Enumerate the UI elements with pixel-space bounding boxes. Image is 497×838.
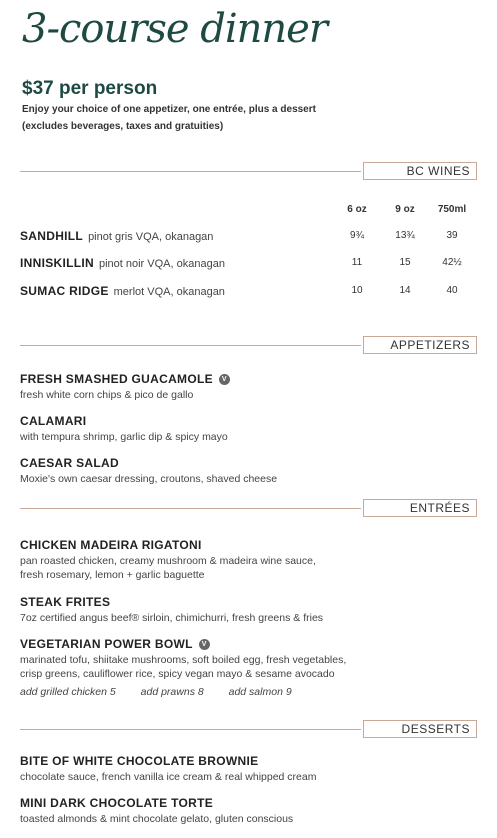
wine-row: [20, 256, 477, 272]
menu-item: [20, 538, 460, 582]
section-header-desserts: [20, 720, 477, 740]
divider: [20, 729, 361, 730]
item-name: CALAMARI: [20, 414, 87, 428]
menu-item: [20, 796, 460, 826]
item-desc: 7oz certified angus beef® sirloin, chimichurri, fresh greens & fries: [20, 612, 324, 624]
menu-item: [20, 637, 460, 681]
vegetarian-icon: V: [219, 374, 230, 385]
wine-desc: pinot gris VQA, okanagan: [88, 231, 214, 243]
item-desc-line: fresh rosemary, lemon + garlic baguette: [20, 569, 205, 581]
divider: [20, 508, 361, 509]
section-label: DESSERTS: [363, 720, 477, 738]
item-name: [20, 637, 460, 651]
item-name: [20, 372, 460, 386]
item-name: BITE OF WHITE CHOCOLATE BROWNIE: [20, 754, 259, 768]
item-desc-line: marinated tofu, shiitake mushrooms, soft boiled egg, fresh vegetables,: [20, 654, 347, 666]
price-9oz: 15: [399, 257, 411, 268]
vegetarian-icon: V: [199, 639, 210, 650]
intro-line: Enjoy your choice of one appetizer, one entrée, plus a dessert: [22, 104, 316, 115]
addon: add grilled chicken 5: [20, 686, 116, 698]
item-desc: toasted almonds & mint chocolate gelato, gluten conscious: [20, 813, 294, 825]
section-label: ENTRÉES: [363, 499, 477, 517]
menu-item: [20, 754, 460, 784]
menu-item: [20, 372, 460, 402]
column-header: 9 oz: [395, 204, 415, 215]
price-750ml: 42½: [442, 257, 462, 268]
menu-item: [20, 414, 460, 444]
wine-title: INNISKILLIN: [20, 256, 94, 270]
item-desc-line: crisp greens, cauliflower rice, spicy vegan mayo & sesame avocado: [20, 668, 335, 680]
price-750ml: 39: [446, 230, 458, 241]
wine-title: SUMAC RIDGE: [20, 284, 109, 298]
wine-row: [20, 284, 477, 300]
menu-item: [20, 456, 460, 486]
price-6oz: 11: [351, 257, 363, 268]
price-750ml: 40: [446, 285, 458, 296]
price-6oz: 10: [351, 285, 363, 296]
page-title: 3-course dinner: [22, 6, 327, 52]
item-desc: Moxie's own caesar dressing, croutons, shaved cheese: [20, 473, 278, 485]
item-title: FRESH SMASHED GUACAMOLE: [20, 372, 213, 386]
intro: [22, 101, 316, 135]
wine-name: [20, 284, 225, 298]
wine-name: [20, 229, 213, 243]
item-desc: [20, 653, 460, 681]
column-header: 750ml: [437, 204, 467, 215]
section-header-wines: [20, 162, 477, 182]
wine-row: [20, 229, 477, 245]
item-desc: fresh white corn chips & pico de gallo: [20, 389, 194, 401]
item-name: MINI DARK CHOCOLATE TORTE: [20, 796, 214, 810]
addon: add prawns 8: [140, 686, 204, 698]
intro-line: (excludes beverages, taxes and gratuities): [22, 121, 224, 132]
item-desc-line: pan roasted chicken, creamy mushroom & madeira wine sauce,: [20, 555, 316, 567]
item-desc: chocolate sauce, french vanilla ice cream & real whipped cream: [20, 771, 317, 783]
section-header-entrees: [20, 499, 477, 519]
price-9oz: 14: [399, 285, 411, 296]
item-desc: with tempura shrimp, garlic dip & spicy mayo: [20, 431, 228, 443]
wine-column-headers: [20, 204, 477, 220]
column-header: 6 oz: [347, 204, 367, 215]
price: $37 per person: [22, 78, 158, 99]
item-name: CHICKEN MADEIRA RIGATONI: [20, 538, 202, 552]
divider: [20, 345, 361, 346]
add-ons: [20, 686, 314, 698]
price-9oz: 13¾: [395, 230, 415, 241]
section-label: BC WINES: [363, 162, 477, 180]
price-6oz: 9¾: [350, 230, 364, 241]
item-name: CAESAR SALAD: [20, 456, 119, 470]
item-title: VEGETARIAN POWER BOWL: [20, 637, 193, 651]
wine-desc: pinot noir VQA, okanagan: [98, 258, 225, 270]
addon: add salmon 9: [228, 686, 292, 698]
section-header-appetizers: [20, 336, 477, 356]
wine-name: [20, 256, 225, 270]
divider: [20, 171, 361, 172]
item-name: STEAK FRITES: [20, 595, 111, 609]
item-desc: [20, 554, 460, 582]
menu-item: [20, 595, 460, 625]
wine-title: SANDHILL: [20, 229, 84, 243]
section-label: APPETIZERS: [363, 336, 477, 354]
wine-desc: merlot VQA, okanagan: [113, 286, 225, 298]
